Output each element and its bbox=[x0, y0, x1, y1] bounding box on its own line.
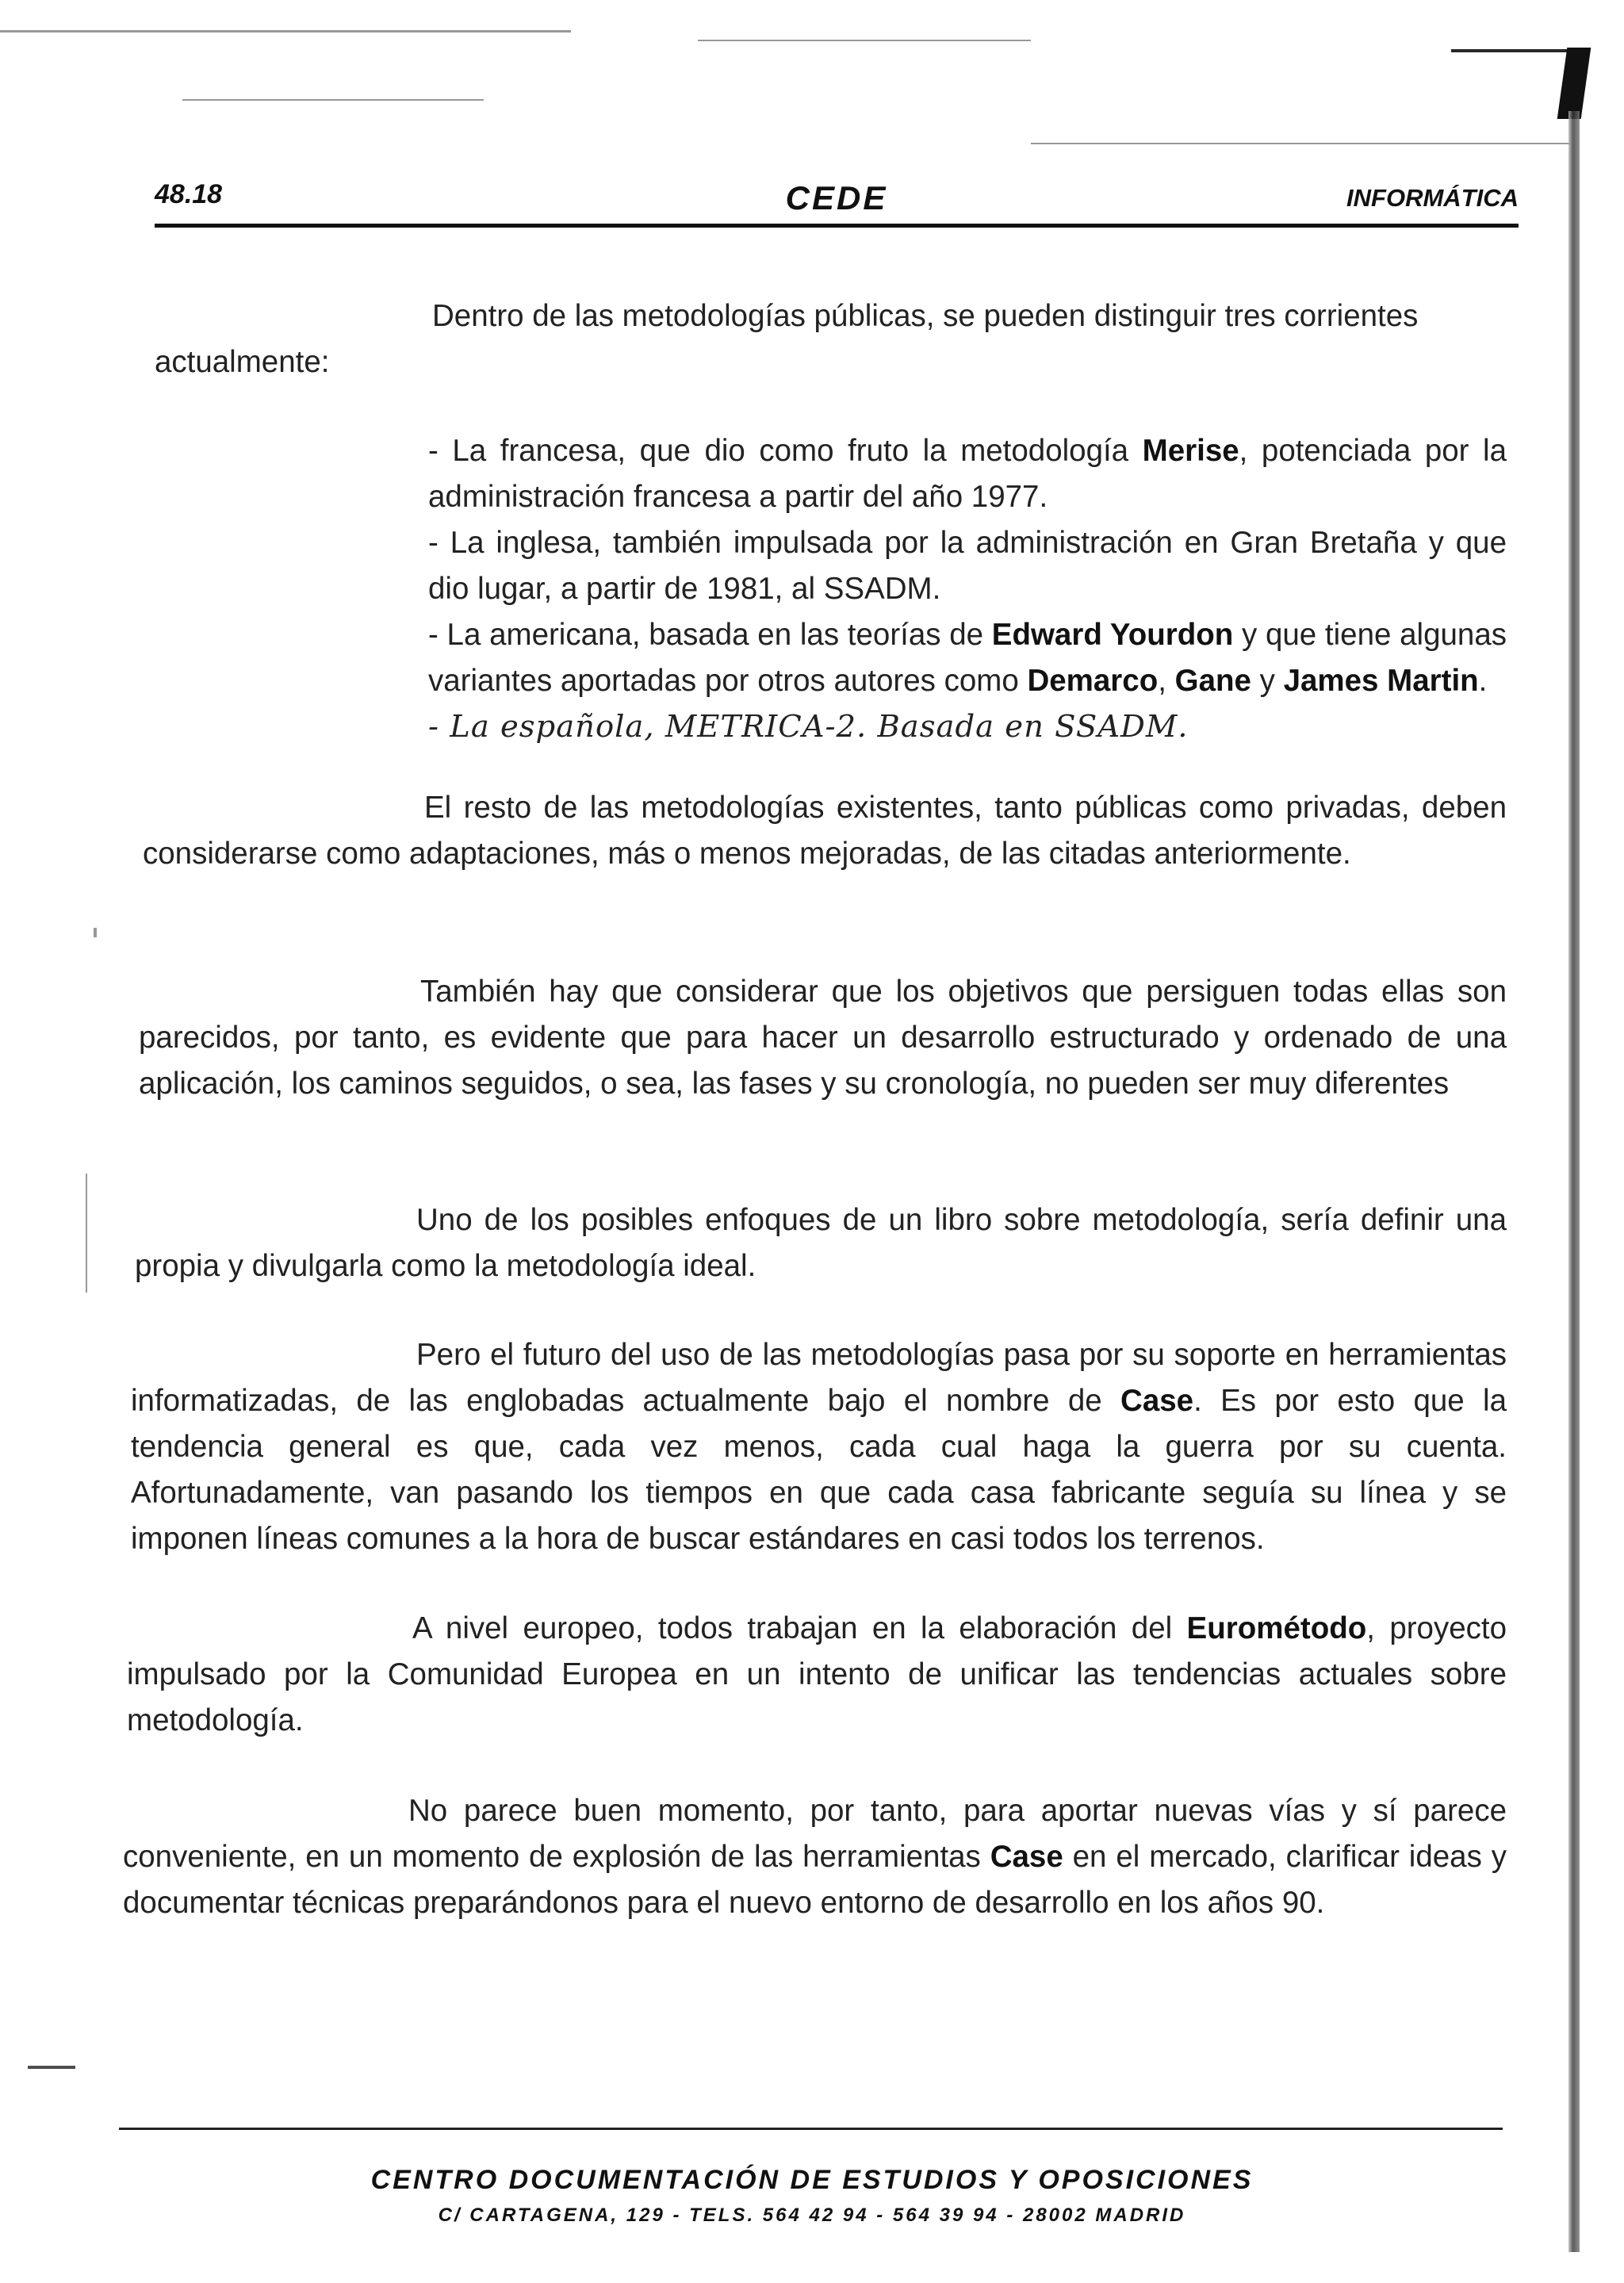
handwritten-note: - La española, METRICA-2. Basada en SSADM. bbox=[428, 709, 1189, 745]
scan-artifact-top-2 bbox=[698, 40, 1031, 41]
footer-organization: CENTRO DOCUMENTACIÓN DE ESTUDIOS Y OPOSICIONES bbox=[370, 2165, 1254, 2195]
brand-logo: CEDE bbox=[785, 179, 888, 216]
scan-artifact-right-edge bbox=[1568, 111, 1580, 2252]
current-american: - La americana, basada en las teorías de Edward Yourdon y que tiene algunas variantes aportadas por otros autores como Demarco, Gane y James Martin. bbox=[428, 618, 1507, 698]
paragraph-5: A nivel europeo, todos trabajan en la elaboración del Eurométodo, proyecto impulsado por la Comunidad Europea en un intento de unificar las tendencias actuales sobre metodología. bbox=[127, 1611, 1507, 1737]
section-title: INFORMÁTICA bbox=[1346, 184, 1519, 212]
scan-artifact-top-1 bbox=[0, 30, 571, 33]
current-english: - La inglesa, también impulsada por la administración en Gran Bretaña y que dio lugar, a partir de 1981, al SSADM. bbox=[428, 526, 1507, 606]
intro-line-1: Dentro de las metodologías públicas, se pueden distinguir tres corrientes bbox=[432, 299, 1419, 333]
paragraph-1: El resto de las metodologías existentes, tanto públicas como privadas, deben considerarse como adaptaciones, más o menos mejoradas, de las citadas anteriormente. bbox=[143, 791, 1507, 871]
paragraph-2: También hay que considerar que los objetivos que persiguen todas ellas son parecidos, por tanto, es evidente que para hacer un desarrollo estructurado y ordenado de una aplicación, los caminos seguidos, o sea, las fases y su cronología, no pueden ser muy diferentes bbox=[139, 975, 1507, 1101]
page-header bbox=[155, 176, 1519, 228]
current-french: - La francesa, que dio como fruto la metodología Merise, potenciada por la administración francesa a partir del año 1977. bbox=[428, 434, 1507, 514]
page-number: 48.18 bbox=[155, 179, 223, 209]
scan-artifact-top-4 bbox=[1031, 143, 1570, 144]
scan-artifact-top-3 bbox=[182, 99, 484, 101]
scan-artifact-left-line bbox=[86, 1174, 87, 1293]
scan-artifact-left-dash bbox=[28, 2066, 75, 2069]
footer-address: C/ CARTAGENA, 129 - TELS. 564 42 94 - 564 39 94 - 28002 MADRID bbox=[438, 2204, 1186, 2226]
intro-line-2: actualmente: bbox=[155, 345, 330, 379]
currents-list bbox=[428, 428, 1507, 750]
paragraph-3: Uno de los posibles enfoques de un libro sobre metodología, sería definir una propia y divulgarla como la metodología ideal. bbox=[135, 1203, 1507, 1283]
paragraph-4: Pero el futuro del uso de las metodologías pasa por su soporte en herramientas informatizadas, de las englobadas actualmente bajo el nombre de Case. Es por esto que la tendencia general es que, cada vez menos, cada cual haga la guerra por su cuenta. Afortunadamente, van pasando los tiempos en que cada casa fabricante seguía su línea y se imponen líneas comunes a la hora de buscar estándares en casi todos los terrenos. bbox=[131, 1338, 1507, 1556]
footer-rule bbox=[119, 2128, 1503, 2130]
scan-artifact-left-dot bbox=[94, 928, 97, 937]
scan-artifact-corner bbox=[1557, 48, 1591, 119]
paragraph-6: No parece buen momento, por tanto, para aportar nuevas vías y sí parece conveniente, en un momento de explosión de las herramientas Case en el mercado, clarificar ideas y documentar técnicas preparándonos para el nuevo entorno de desarrollo en los años 90. bbox=[123, 1794, 1507, 1920]
